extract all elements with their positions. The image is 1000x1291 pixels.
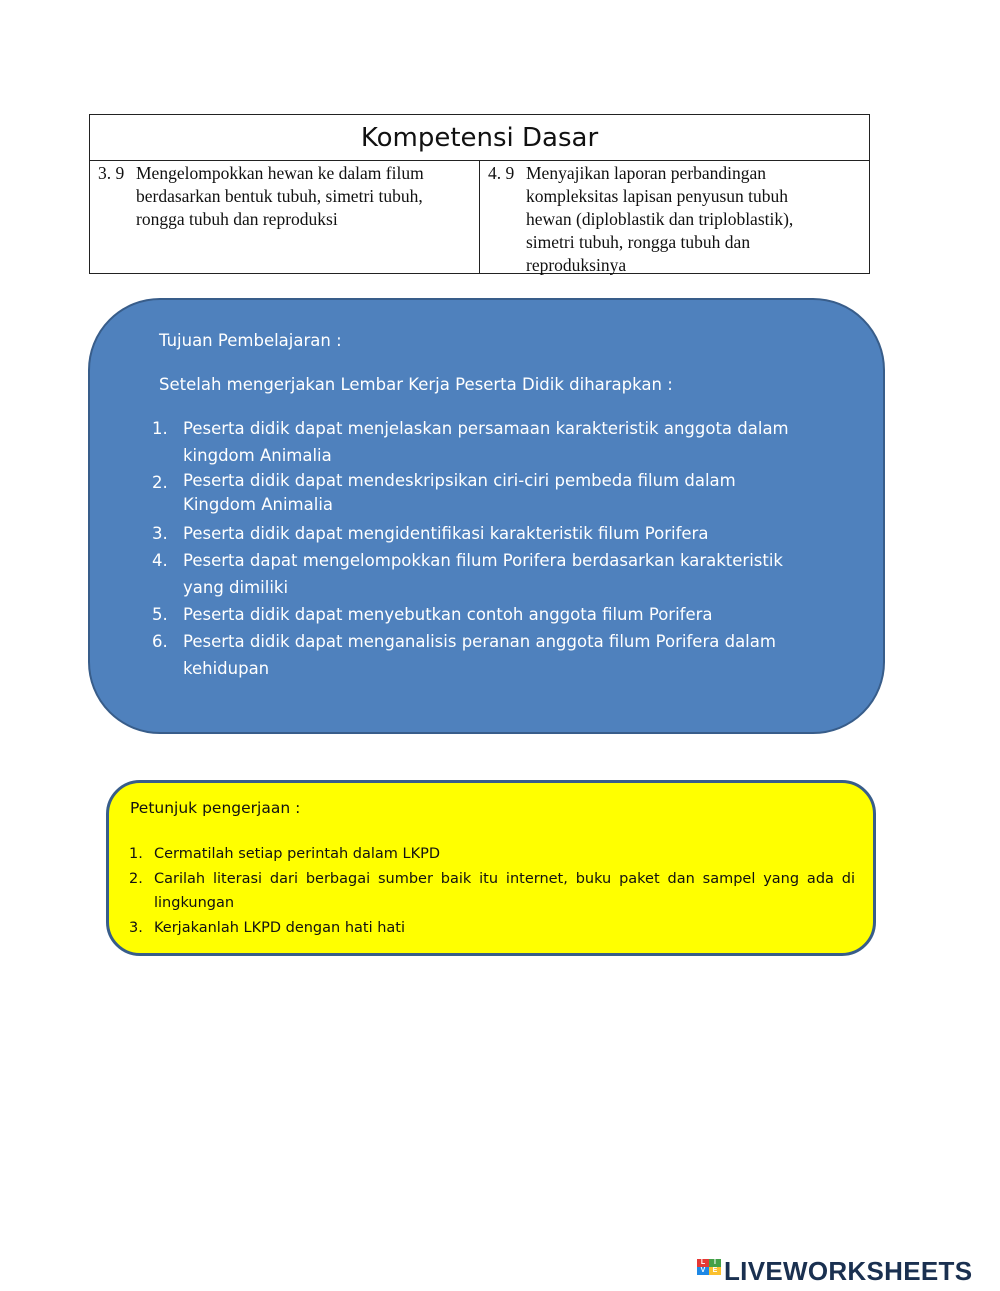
liveworksheets-watermark[interactable] bbox=[697, 1257, 972, 1285]
list-item: 6. Peserta didik dapat menganalisis peranan anggota filum Porifera dalam kehidupan bbox=[152, 632, 776, 678]
list-item: 3. Peserta didik dapat mengidentifikasi karakteristik filum Porifera bbox=[152, 524, 709, 543]
competency-row bbox=[90, 161, 869, 273]
competency-table bbox=[89, 114, 870, 274]
competency-cell-3-9 bbox=[90, 161, 480, 273]
instructions-list bbox=[129, 842, 855, 940]
competency-number: 3. 9 bbox=[98, 163, 125, 183]
list-item: 4. Peserta dapat mengelompokkan filum Porifera berdasarkan karakteristik yang dimiliki bbox=[152, 551, 783, 597]
competency-text-line: hewan (diploblastik dan triploblastik), bbox=[526, 209, 794, 229]
instruction-text-line: lingkungan bbox=[154, 895, 235, 911]
list-item: 2. Carilah literasi dari berbagai sumber baik itu internet, buku paket dan sampel yang ada di lingkungan bbox=[129, 867, 855, 916]
competency-number: 4. 9 bbox=[488, 163, 515, 183]
list-item: 1. Peserta didik dapat menjelaskan persamaan karakteristik anggota dalam kingdom Animalia bbox=[152, 419, 789, 465]
competency-text-line: Mengelompokkan hewan ke dalam filum bbox=[136, 163, 424, 183]
competency-text-line: berdasarkan bentuk tubuh, simetri tubuh, bbox=[136, 186, 423, 206]
learning-goals-panel bbox=[88, 298, 885, 734]
competency-text-line: Menyajikan laporan perbandingan bbox=[526, 163, 767, 183]
competency-title: Kompetensi Dasar bbox=[90, 115, 869, 161]
liveworksheets-wordmark: LIVEWORKSHEETS bbox=[724, 1255, 973, 1286]
liveworksheets-logo-icon: L I V E bbox=[697, 1259, 721, 1283]
learning-goals-heading: Tujuan Pembelajaran : bbox=[159, 331, 342, 350]
list-item: 3. Kerjakanlah LKPD dengan hati hati bbox=[129, 919, 406, 936]
competency-text-line: simetri tubuh, rongga tubuh dan bbox=[526, 232, 751, 252]
list-item: 2. Peserta didik dapat mendeskripsikan ciri-ciri pembeda filum dalam Kingdom Animalia bbox=[152, 471, 736, 514]
learning-goals-intro: Setelah mengerjakan Lembar Kerja Peserta Didik diharapkan : bbox=[159, 375, 673, 394]
list-item: 1. Cermatilah setiap perintah dalam LKPD bbox=[129, 846, 440, 862]
competency-text-line: rongga tubuh dan reproduksi bbox=[136, 209, 338, 229]
competency-text-line: reproduksinya bbox=[526, 255, 627, 275]
list-item: 5. Peserta didik dapat menyebutkan contoh anggota filum Porifera bbox=[152, 605, 713, 624]
competency-text-line: kompleksitas lapisan penyusun tubuh bbox=[526, 186, 788, 206]
learning-goals-list bbox=[152, 415, 812, 682]
instructions-panel bbox=[106, 780, 876, 956]
instructions-heading: Petunjuk pengerjaan : bbox=[130, 799, 301, 817]
competency-cell-4-9 bbox=[480, 161, 869, 273]
instruction-text-line: Carilah literasi dari berbagai sumber baik itu internet, buku paket dan sampel yang ada di bbox=[154, 870, 855, 887]
